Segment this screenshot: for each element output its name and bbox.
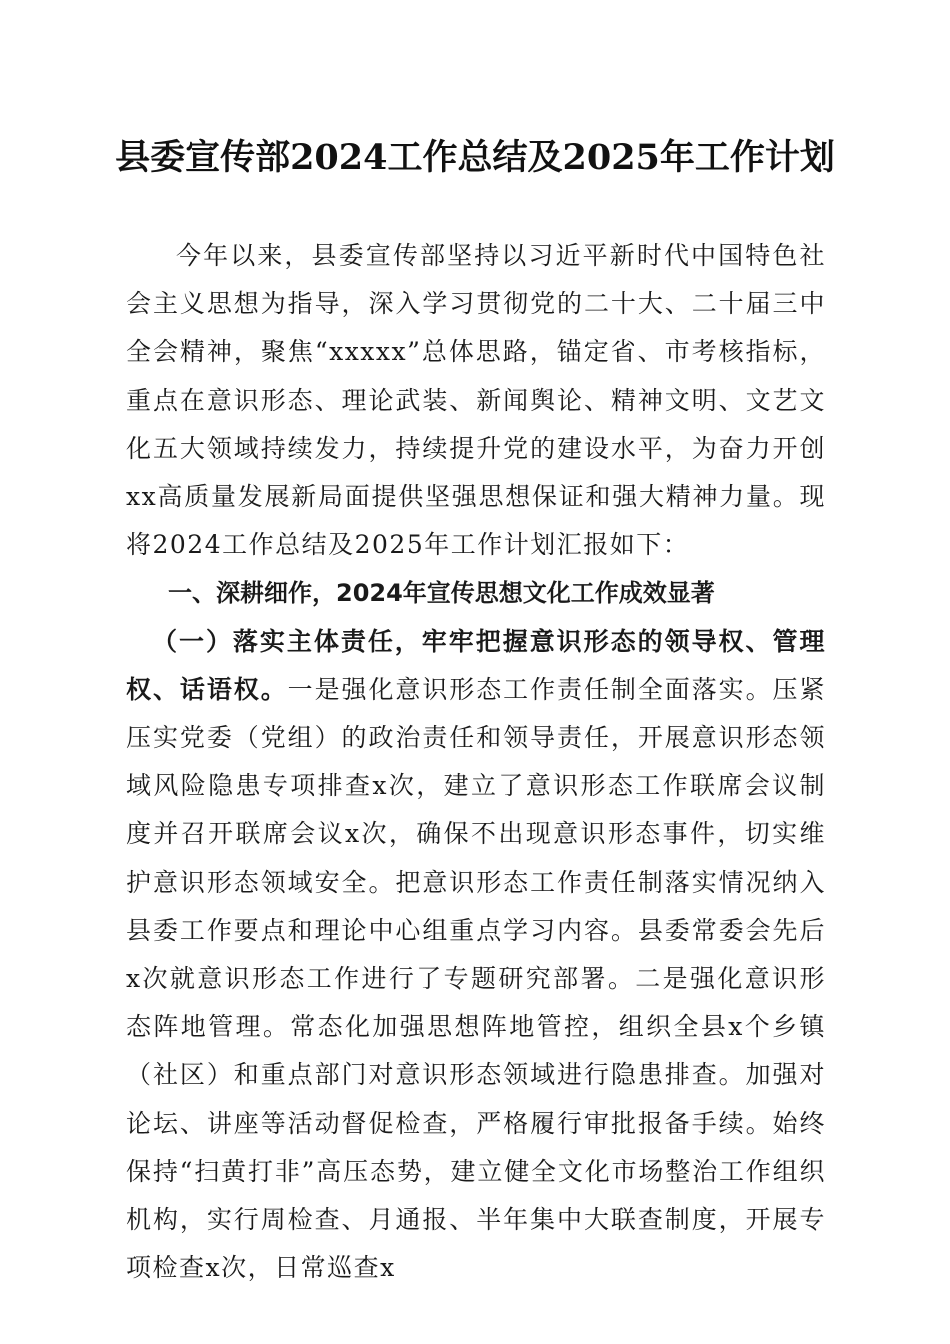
subsection-heading: （一）落实主体责任，牢牢把握意识形态的领导权、管理权、话语权。	[126, 626, 826, 704]
intro-paragraph: 今年以来，县委宣传部坚持以习近平新时代中国特色社会主义思想为指导，深入学习贯彻党的二十大、二十届三中全会精神，聚焦“xxxxx”总体思路，锚定省、市考核指标，重点在意识形态、理论武装、新闻舆论、精神文明、文艺文化五大领域持续发力，持续提升党的建设水平，为奋力开创xx高质量发展新局面提供坚强思想保证和强大精神力量。现将2024工作总结及2025年工作计划汇报如下：	[126, 241, 826, 560]
subsection-body: 一是强化意识形态工作责任制全面落实。压紧压实党委（党组）的政治责任和领导责任，开展意识形态领域风险隐患专项排查x次，建立了意识形态工作联席会议制度并召开联席会议x次，确保不出现意识形态事件，切实维护意识形态领域安全。把意识形态工作责任制落实情况纳入县委工作要点和理论中心组重点学习内容。县委常委会先后x次就意识形态工作进行了专题研究部署。二是强化意识形态阵地管理。常态化加强思想阵地管控，组织全县x个乡镇（社区）和重点部门对意识形态领域进行隐患排查。加强对论坛、讲座等活动督促检查，严格履行审批报备手续。始终保持“扫黄打非”高压态势，建立健全文化市场整治工作组织机构，实行周检查、月通报、半年集中大联查制度，开展专项检查x次，日常巡查x	[126, 674, 826, 1283]
subsection-paragraph	[126, 618, 826, 1293]
section-heading: 一、深耕细作，2024年宣传思想文化工作成效显著	[168, 579, 715, 608]
document-body	[126, 232, 826, 1292]
document-title: 县委宣传部2024工作总结及2025年工作计划	[115, 137, 835, 178]
